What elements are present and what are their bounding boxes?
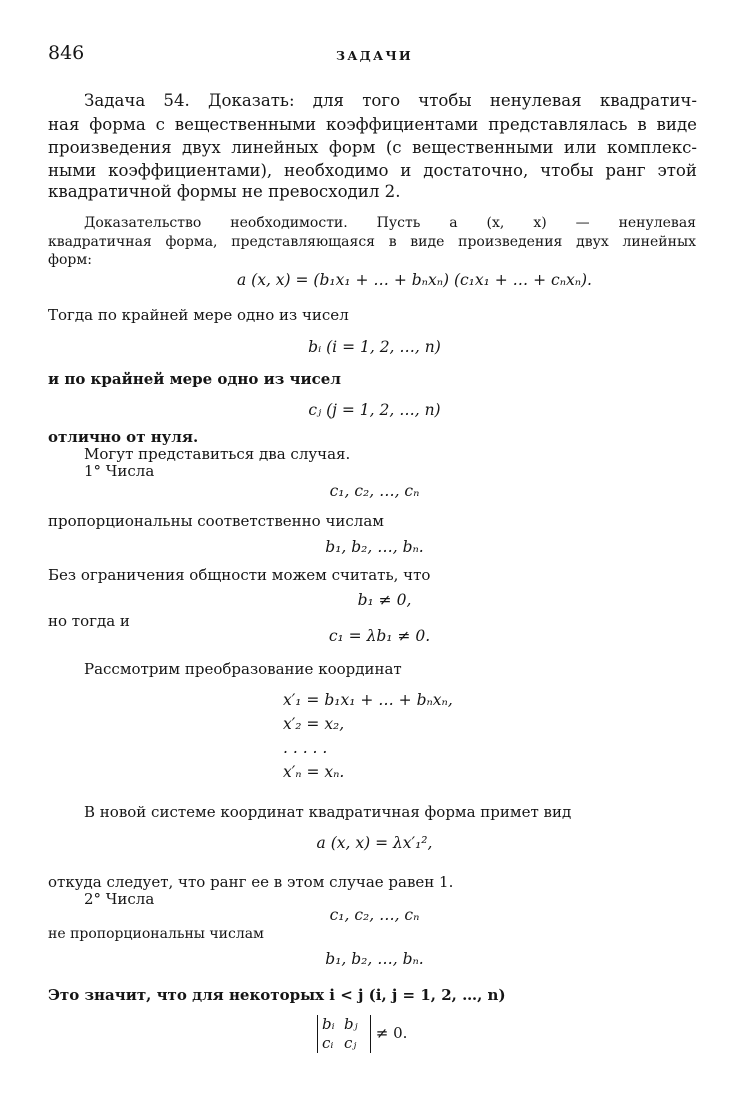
problem-line-5: квадратичной формы не превосходил 2. [48,182,401,201]
transform-line-n: x′ₙ = xₙ. [283,763,345,781]
equation-b1-ne-zero: b₁ ≠ 0, [357,591,412,609]
text-coord-change: Рассмотрим преобразование координат [84,660,402,678]
problem-line-1: Задача 54. Доказать: для того чтобы ненулевая квадратич- [84,91,697,110]
equation-b-list: b₁, b₂, …, bₙ. [325,538,424,556]
transform-line-1: x′₁ = b₁x₁ + … + bₙxₙ, [283,691,453,709]
determinant-inequality [317,1015,407,1053]
equation-bi: bᵢ (i = 1, 2, …, n) [308,338,441,356]
text-at-least-c: и по крайней мере одно из чисел [48,370,341,388]
text-new-system: В новой системе координат квадратичная форма примет вид [84,803,572,821]
equation-new-form: a (x, x) = λx′₁², [316,834,433,852]
equation-cj: cⱼ (j = 1, 2, …, n) [308,401,441,419]
det-entry-bi: bᵢ [322,1015,335,1033]
equation-b-list-2: b₁, b₂, …, bₙ. [325,950,424,968]
determinant-right-bar [370,1015,371,1053]
problem-line-2: ная форма с вещественными коэффициентами представлялась в виде [48,115,697,134]
problem-line-3: произведения двух линейных форм (с вещественными или комплекс- [48,138,697,157]
proof-intro-line-3: форм: [48,252,92,268]
text-means: Это значит, что для некоторых i < j (i, j = 1, 2, …, n) [48,986,506,1004]
det-entry-bj: bⱼ [344,1015,358,1033]
equation-product: a (x, x) = (b₁x₁ + … + bₙxₙ) (c₁x₁ + … + cₙxₙ). [236,271,592,289]
case2-label: 2° Числа [84,890,155,908]
text-two-cases: Могут представиться два случая. [84,445,351,463]
text-wlog: Без ограничения общности можем считать, что [48,566,431,584]
determinant-matrix [318,1015,370,1053]
case1-label: 1° Числа [84,462,155,480]
text-nonzero: отлично от нуля. [48,428,199,446]
det-entry-ci: cᵢ [322,1034,334,1052]
det-entry-cj: cⱼ [344,1034,357,1052]
determinant-rhs: ≠ 0. [375,1024,408,1042]
text-but-then: но тогда и [48,612,130,630]
text-proportional: пропорциональны соответственно числам [48,512,384,530]
transform-line-2: x′₂ = x₂, [283,715,345,733]
text-rank-one: откуда следует, что ранг ее в этом случае равен 1. [48,873,454,891]
equation-c-list-2: c₁, c₂, …, cₙ [329,906,420,924]
proof-intro-line-2: квадратичная форма, представляющаяся в виде произведения двух линейных [48,234,696,250]
text-at-least-b: Тогда по крайней мере одно из чисел [48,306,349,324]
equation-c-list: c₁, c₂, …, cₙ [329,482,420,500]
text-not-proportional: не пропорциональны числам [48,926,264,942]
equation-c1: c₁ = λb₁ ≠ 0. [328,627,431,645]
transform-line-ellipsis: . . . . . [283,739,328,757]
proof-intro-line-1: Доказательство необходимости. Пусть a (x, x) — ненулевая [84,215,696,231]
running-title: ЗАДАЧИ [336,48,413,63]
problem-line-4: ными коэффициентами), необходимо и достаточно, чтобы ранг этой [48,161,697,180]
page-number: 846 [48,42,85,64]
